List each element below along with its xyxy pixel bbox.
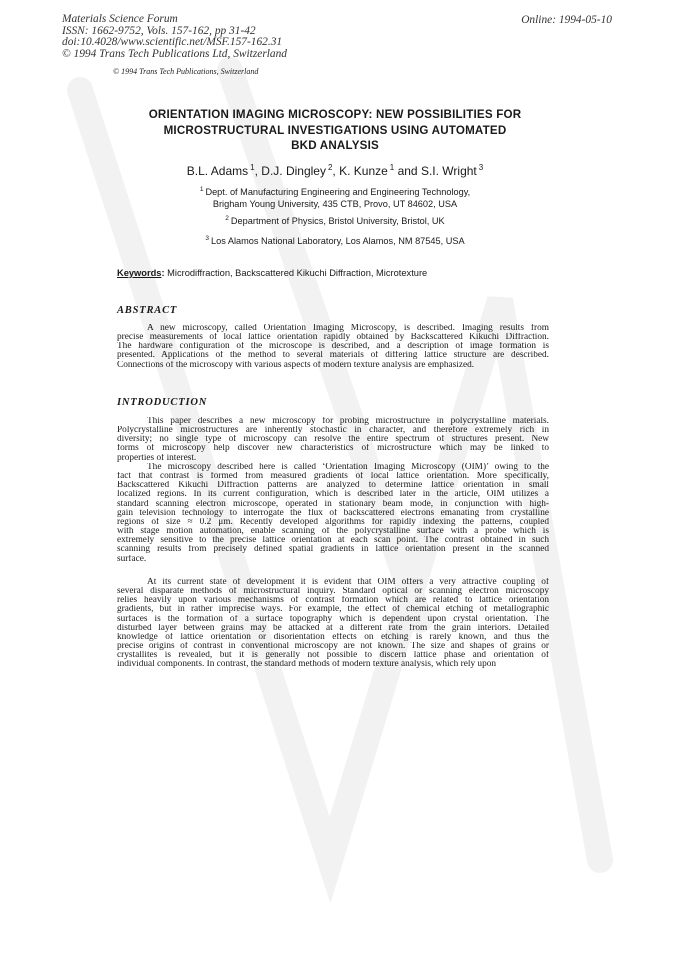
affiliation-line: Los Alamos National Laboratory, Los Alamos, NM 87545, USA — [210, 236, 465, 246]
title-line: ORIENTATION IMAGING MICROSCOPY: NEW POSSIBILITIES FOR — [148, 108, 522, 121]
affiliation-line: Department of Physics, Bristol University, Bristol, UK — [230, 216, 445, 226]
text-line: regions of size ≈ 0.2 μm. Recently developed algorithms for rapidly indexing the patterns, coupled — [117, 517, 549, 527]
journal-name: Materials Science Forum — [62, 13, 178, 25]
publisher-line: © 1994 Trans Tech Publications, Switzerland — [113, 67, 259, 76]
affiliation-3 — [100, 233, 570, 247]
text-line: extremely sensitive to the precise lattice orientation at each scan point. The contrast obtained in such — [117, 536, 549, 546]
abstract-body — [117, 324, 549, 370]
journal-issn: ISSN: 1662-9752, Vols. 157-162, pp 31-42 — [62, 24, 256, 37]
text-line: The hardware configuration of the microscope is described, and a description of image formation is — [117, 342, 549, 352]
intro-paragraph-2 — [117, 463, 549, 564]
author-name: B.L. Adams — [186, 164, 249, 178]
title-line: BKD ANALYSIS — [291, 139, 379, 152]
journal-doi[interactable]: doi:10.4028/www.scientific.net/MSF.157-162.31 — [62, 36, 283, 48]
affiliation-mark: 3 — [478, 163, 484, 172]
text-line: several disparate methods of microstructural inquiry. Standard optical or scanning electron microscopy — [117, 587, 549, 597]
text-line: properties of interest. — [117, 453, 197, 463]
text-line: standard scanning electron microscope, operated in stationary beam mode, in conjunction with high- — [117, 499, 549, 509]
introduction-heading: INTRODUCTION — [117, 397, 208, 408]
keywords-colon: : — [161, 268, 165, 278]
affiliation-2 — [100, 213, 570, 227]
affiliation-mark: 2 — [327, 163, 333, 172]
intro-paragraph-1 — [117, 417, 549, 463]
text-line: crystallites is revealed, but it is generally not possible to discern lattice phase and orientation of — [117, 651, 549, 661]
text-line: This paper describes a new microscopy for probing microstructure in polycrystalline materials. — [147, 417, 549, 426]
text-line: presented. Applications of the method to several materials of differing lattice structure are described. — [117, 351, 549, 361]
affiliation-line: Brigham Young University, 435 CTB, Provo, UT 84602, USA — [212, 199, 458, 209]
text-line: Connections of the microscopy with various aspects of modern texture analysis are emphasized. — [117, 360, 475, 370]
text-line: precise measurements of local lattice orientation rapidly obtained by Backscattered Kikuchi Diffraction. — [117, 333, 549, 343]
author-separator: and — [394, 164, 421, 178]
paper-title — [100, 107, 570, 154]
text-line: scanning results from precisely defined spatial gradients in lattice orientation present in the scanned — [117, 545, 549, 555]
text-line: The microscopy described here is called ‘Orientation Imaging Microscopy (OIM)’ owing to the — [147, 463, 549, 472]
text-line: Polycrystalline microstructures are inherently stochastic in character, and therefore extremely rich in — [117, 426, 549, 436]
text-line: gradients, but in rather imprecise ways. For example, the effect of chemical etching of metallographic — [117, 605, 549, 615]
author-separator: , — [332, 164, 340, 178]
text-line: precise origins of contrast in conventional microscopy are not known. The size and shapes of grains or — [117, 642, 549, 652]
abstract-heading: ABSTRACT — [117, 305, 178, 316]
text-line: disturbed layer between grains may be attacked at a different rate from the grain interiors. Detailed — [117, 623, 549, 633]
text-line: Backscattered Kikuchi Diffraction patterns are analyzed to determine lattice orientation in small — [117, 481, 549, 491]
author-separator: , — [254, 164, 262, 178]
keywords-text: Microdiffraction, Backscattered Kikuchi Diffraction, Microtexture — [167, 268, 428, 278]
author-name: S.I. Wright — [420, 164, 477, 178]
affiliation-line: Dept. of Manufacturing Engineering and Engineering Technology, — [205, 187, 471, 197]
text-line: individual components. In contrast, the standard methods of modern texture analysis, which rely upon — [117, 660, 497, 670]
author-name: K. Kunze — [339, 164, 388, 178]
title-line: MICROSTRUCTURAL INVESTIGATIONS USING AUTOMATED — [163, 123, 507, 137]
online-date: Online: 1994-05-10 — [521, 14, 612, 26]
text-line: fact that contrast is formed from measured gradients of local lattice orientation. More specifically, — [117, 472, 549, 482]
affiliation-mark: 1 — [250, 163, 255, 172]
affiliation-1 — [100, 184, 570, 210]
keywords-label: Keywords — [117, 268, 162, 278]
journal-header — [62, 14, 287, 60]
author-list — [100, 163, 570, 178]
intro-paragraph-3 — [117, 578, 549, 670]
affiliation-mark: 2 — [225, 215, 229, 222]
text-line: gain television technology to interrogate the flux of backscattered electrons emanating from crystalline — [117, 508, 549, 518]
keywords — [117, 268, 427, 278]
journal-copyright: © 1994 Trans Tech Publications Ltd, Switzerland — [62, 47, 287, 60]
text-line: surfaces is the formation of a surface topography which is dependent upon crystal orientation. The — [117, 614, 549, 624]
text-line: A new microscopy, called Orientation Imaging Microscopy, is described. Imaging results from — [147, 324, 549, 333]
text-line: with stage motion automation, enable scanning of the polycrystalline surface with a probe which is — [117, 527, 549, 537]
text-line: forms of microscopy help discover new characteristics of microstructure which may be linked to — [117, 444, 549, 454]
affiliation-mark: 3 — [205, 235, 209, 242]
text-line: surface. — [117, 554, 147, 564]
text-line: diversity; no single type of microscopy can resolve the entire spectrum of structures present. New — [117, 435, 549, 445]
text-line: relies heavily upon various mechanisms of contrast formation which are related to lattice orientation — [117, 596, 549, 606]
affiliation-mark: 1 — [199, 186, 204, 193]
author-name: D.J. Dingley — [261, 164, 326, 178]
affiliation-mark: 1 — [389, 163, 395, 172]
text-line: At its current state of development it is evident that OIM offers a very attractive coupling of — [147, 578, 549, 587]
text-line: localized regions. In its current configuration, which is described later in the article, OIM utilizes a — [117, 490, 549, 500]
text-line: knowledge of lattice orientation or disorientation effects on etching is rarely known, and thus the — [117, 632, 549, 642]
